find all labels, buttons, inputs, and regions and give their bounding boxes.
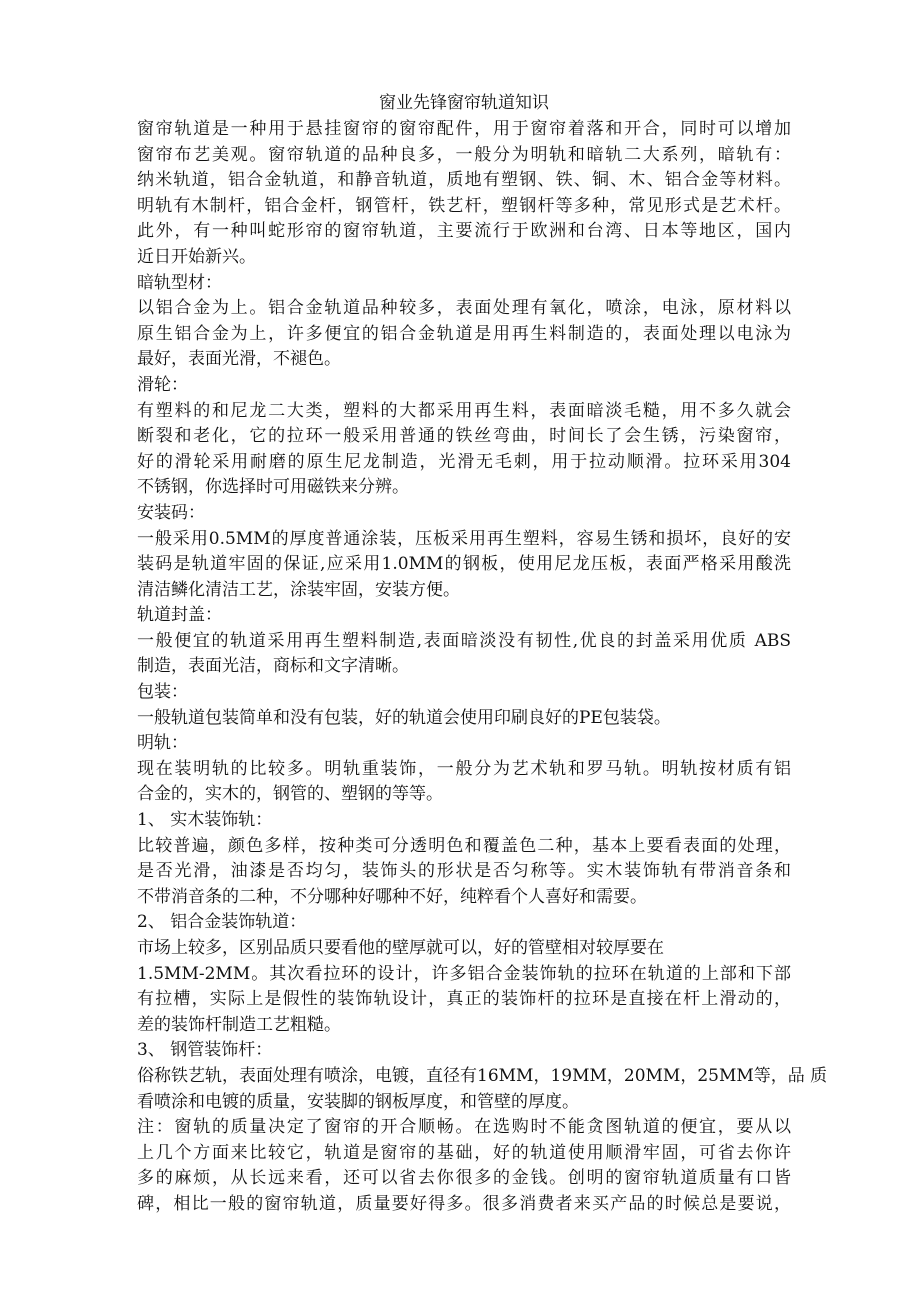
section-line: 俗称铁艺轨，表面处理有喷涂，电镀，直径有16MM，19MM，20MM，25MM等，品 质: [137, 1065, 828, 1086]
section-line: 一般便宜的轨道采用再生塑料制造,表面暗淡没有韧性,优良的封盖采用优质 ABS: [137, 630, 791, 651]
section-line: 制造，表面光洁，商标和文字清晰。: [137, 656, 409, 677]
section-heading: 暗轨型材：: [137, 272, 222, 293]
section-heading: 安装码：: [137, 502, 205, 523]
section-line: 比较普遍，颜色多样，按种类可分透明色和覆盖色二种，基本上要看表面的处理，: [137, 835, 791, 856]
section-line: 1.5MM-2MM。其次看拉环的设计，许多铝合金装饰轨的拉环在轨道的上部和下部: [137, 963, 791, 984]
section-line: 有拉槽，实际上是假性的装饰轨设计，真正的装饰杆的拉环是直接在杆上滑动的，: [137, 989, 791, 1010]
section-heading: 明轨：: [137, 733, 188, 754]
note-line: 多的麻烦，从长远来看，还可以省去你很多的金钱。创明的窗帘轨道质量有口皆: [137, 1168, 791, 1189]
intro-line: 窗帘轨道是一种用于悬挂窗帘的窗帘配件，用于窗帘着落和开合，同时可以增加: [137, 119, 791, 139]
section-line: 合金的，实木的，钢管的、塑钢的等等。: [137, 784, 443, 805]
section-steel-pipe-rod: [137, 1038, 828, 1115]
section-line: 一般采用0.5MM的厚度普通涂装，压板采用再生塑料，容易生锈和损坏，良好的安: [137, 528, 791, 549]
section-pulley: [137, 373, 791, 501]
section-line: 有塑料的和尼龙二大类，塑料的大都采用再生料，表面暗淡毛糙，用不多久就会: [137, 400, 791, 421]
intro-line: 纳米轨道，铝合金轨道，和静音轨道，质地有塑钢、铁、铜、木、铝合金等材料。: [137, 170, 791, 191]
section-line: 不带消音条的二种，不分哪种好哪种不好，纯粹看个人喜好和需要。: [137, 886, 647, 907]
section-line: 好的滑轮采用耐磨的原生尼龙制造，光滑无毛刺，用于拉动顺滑。拉环采用304: [137, 451, 791, 472]
section-mounting-bracket: [137, 501, 791, 603]
document-page: [137, 90, 828, 1218]
section-line: 差的装饰杆制造工艺粗糙。: [137, 1014, 341, 1035]
note-line: 注：窗轨的质量决定了窗帘的开合顺畅。在选购时不能贪图轨道的便宜，要从以: [137, 1117, 791, 1138]
section-dark-track-profile: [137, 271, 791, 373]
section-line: 看喷涂和电镀的质量，安装脚的钢板厚度，和管壁的厚度。: [137, 1091, 579, 1112]
section-line: 现在装明轨的比较多。明轨重装饰，一般分为艺术轨和罗马轨。明轨按材质有铝: [137, 758, 791, 779]
section-heading: 滑轮：: [137, 374, 188, 395]
section-heading: 1、 实木装饰轨：: [137, 810, 273, 831]
note-paragraph: [137, 1115, 791, 1217]
note-line: 上几个方面来比较它，轨道是窗帘的基础，好的轨道使用顺滑牢固，可省去你许: [137, 1142, 791, 1163]
section-aluminum-rail: [137, 910, 791, 1038]
section-heading: 3、 钢管装饰杆：: [137, 1040, 273, 1061]
intro-line: 近日开始新兴。: [137, 246, 256, 267]
document-title: 窗业先锋窗帘轨道知识: [379, 93, 549, 113]
section-line: 不锈钢，你选择时可用磁铁来分辨。: [137, 477, 409, 498]
section-line: 原生铝合金为上，许多便宜的铝合金轨道是用再生料制造的，表面处理以电泳为: [137, 323, 791, 344]
intro-line: 窗帘布艺美观。窗帘轨道的品种良多，一般分为明轨和暗轨二大系列，暗轨有：: [137, 144, 791, 165]
section-visible-track: [137, 731, 791, 808]
intro-line: 此外，有一种叫蛇形帘的窗帘轨道，主要流行于欧洲和台湾、日本等地区，国内: [137, 221, 791, 242]
section-solid-wood-rail: [137, 808, 791, 910]
section-heading: 包装：: [137, 682, 188, 703]
section-line: 市场上较多，区别品质只要看他的壁厚就可以，好的管壁相对较厚要在: [137, 938, 664, 958]
section-line: 断裂和老化，它的拉环一般采用普通的铁丝弯曲，时间长了会生锈，污染窗帘，: [137, 426, 791, 447]
section-heading: 轨道封盖：: [137, 605, 222, 626]
intro-paragraph: [137, 117, 791, 271]
section-heading: 2、 铝合金装饰轨道：: [137, 912, 307, 933]
section-track-end-cap: [137, 603, 791, 680]
section-line: 以铝合金为上。铝合金轨道品种较多，表面处理有氧化，喷涂，电泳，原材料以: [137, 298, 791, 319]
section-packaging: [137, 680, 791, 731]
section-line: 装码是轨道牢固的保证,应采用1.0MM的钢板，使用尼龙压板，表面严格采用酸洗: [137, 554, 791, 575]
intro-line: 明轨有木制杆，铝合金杆，钢管杆，铁艺杆，塑钢杆等多种，常见形式是艺术杆。: [137, 195, 791, 216]
section-line: 清洁鳞化清洁工艺，涂装牢固，安装方便。: [137, 579, 460, 600]
section-line: 一般轨道包装简单和没有包装，好的轨道会使用印刷良好的PE包装袋。: [137, 707, 671, 728]
section-line: 是否光滑，油漆是否均匀，装饰头的形状是否匀称等。实木装饰轨有带消音条和: [137, 861, 791, 882]
note-line: 碑，相比一般的窗帘轨道，质量要好得多。很多消费者来买产品的时候总是要说，: [137, 1193, 791, 1214]
section-line: 最好，表面光滑，不褪色。: [137, 349, 341, 370]
